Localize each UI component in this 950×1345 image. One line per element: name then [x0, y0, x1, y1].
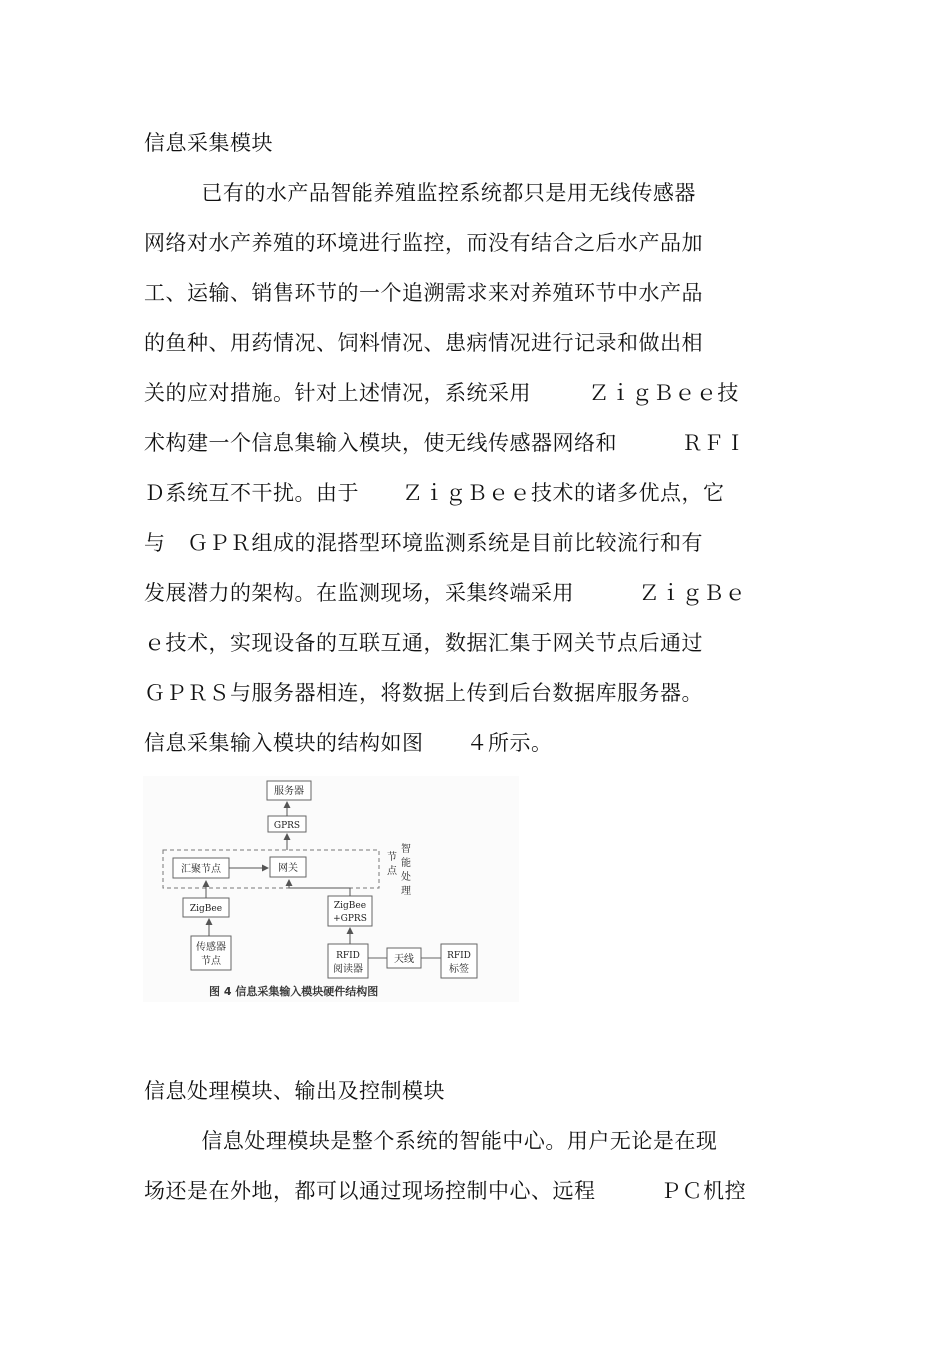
paragraph-line: ＧＰＲＳ与服务器相连，将数据上传到后台数据库服务器。	[144, 681, 703, 705]
paragraph-line: 网络对水产养殖的环境进行监控，而没有结合之后水产品加	[144, 231, 703, 255]
paragraph-line: 场还是在外地，都可以通过现场控制中心、远程 ＰＣ机控	[144, 1179, 747, 1203]
section-2-heading: 信息处理模块、输出及控制模块	[144, 1079, 445, 1103]
zigbee-gprs-label-1: ZigBee	[333, 901, 367, 911]
arrow-zigbee-gprs-gateway	[289, 880, 350, 896]
paragraph-line: 关的应对措施。针对上述情况，系统采用 ＺｉｇＢｅｅ技	[144, 381, 739, 405]
smart-label-1: 智	[401, 844, 411, 855]
paragraph-line: 工、运输、销售环节的一个追溯需求来对养殖环节中水产品	[144, 281, 703, 305]
paragraph-line: 已有的水产品智能养殖监控系统都只是用无线传感器	[144, 181, 696, 205]
antenna-label: 天线	[394, 954, 414, 965]
figure-diagram	[143, 776, 519, 1002]
gprs-label: GPRS	[273, 821, 301, 831]
node-label-1: 节	[387, 852, 397, 863]
hardware-structure-figure	[143, 776, 519, 1002]
paragraph-line: 信息采集输入模块的结构如图 ４所示。	[144, 731, 553, 755]
smart-label-2: 能	[401, 858, 411, 869]
rfid-tag-label-2: 标签	[449, 964, 469, 975]
paragraph-line: Ｄ系统互不干扰。由于 ＺｉｇＢｅｅ技术的诸多优点，它	[144, 481, 725, 505]
zigbee-label: ZigBee	[189, 904, 223, 914]
paragraph-line: 与 ＧＰＲ组成的混搭型环境监测系统是目前比较流行和有	[144, 531, 704, 555]
smart-label-3: 处	[401, 872, 411, 883]
aggregator-label: 汇聚节点	[181, 864, 221, 875]
paragraph-line: 的鱼种、用药情况、饲料情况、患病情况进行记录和做出相	[144, 331, 703, 355]
section-1-heading: 信息采集模块	[144, 131, 273, 155]
paragraph-line: 术构建一个信息集输入模块，使无线传感器网络和 ＲＦＩ	[144, 431, 747, 455]
figure-caption: 图 4 信息采集输入模块硬件结构图	[209, 985, 379, 998]
zigbee-gprs-label-2: +GPRS	[333, 914, 367, 924]
smart-label-4: 理	[401, 886, 411, 897]
paragraph-line: 信息处理模块是整个系统的智能中心。用户无论是在现	[144, 1129, 718, 1153]
server-label: 服务器	[274, 786, 304, 797]
node-label-2: 点	[387, 866, 397, 877]
sensor-label-2: 节点	[201, 956, 221, 967]
rfid-tag-label-1: RFID	[447, 951, 471, 961]
rfid-reader-label-2: 阅读器	[333, 964, 363, 975]
paragraph-line: ｅ技术，实现设备的互联互通，数据汇集于网关节点后通过	[144, 631, 703, 655]
sensor-label-1: 传感器	[196, 942, 226, 953]
rfid-reader-label-1: RFID	[336, 951, 360, 961]
gateway-label: 网关	[278, 863, 298, 874]
paragraph-line: 发展潜力的架构。在监测现场，采集终端采用 ＺｉｇＢｅ	[144, 581, 747, 605]
